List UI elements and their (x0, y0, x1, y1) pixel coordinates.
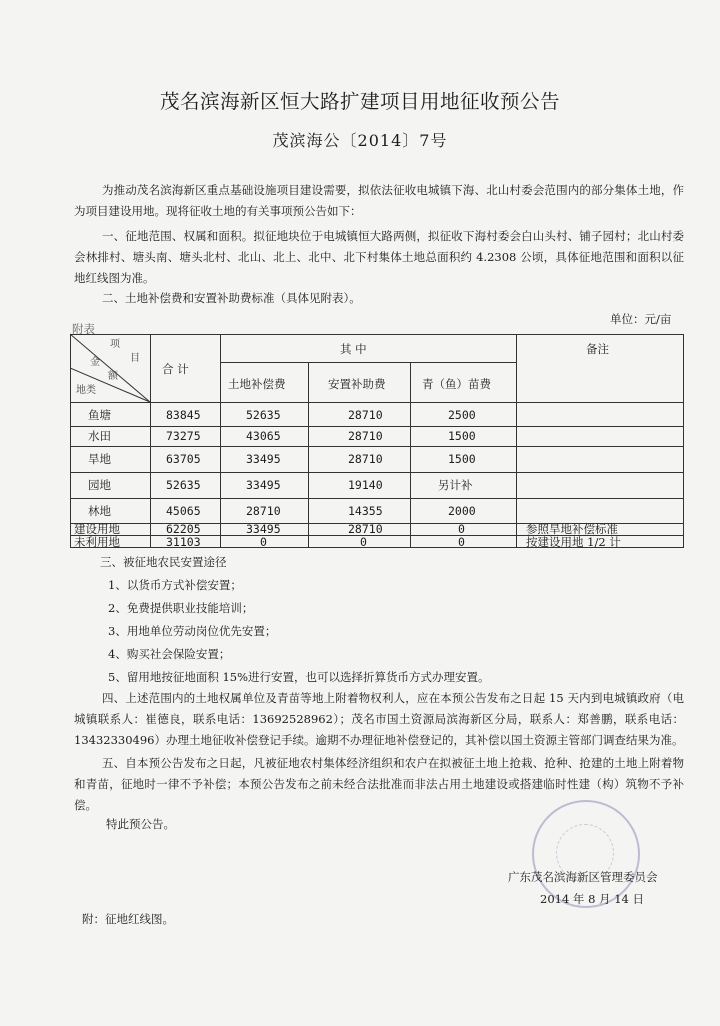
row-crops: 0 (458, 535, 465, 549)
issuer: 广东茂名滨海新区管理委员会 (508, 870, 658, 884)
header-total: 合 计 (162, 362, 189, 376)
header-diag-item: 项 (110, 339, 120, 350)
header-crops: 青（鱼）苗费 (422, 377, 491, 391)
header-diag-amount-2: 额 (108, 371, 118, 382)
row-land-type: 建设用地 (74, 522, 120, 536)
row-land-comp: 43065 (246, 429, 281, 443)
row-crops: 0 (458, 522, 465, 536)
header-resettle: 安置补助费 (328, 377, 386, 391)
row-land-type: 园地 (88, 478, 111, 492)
row-resettle: 19140 (348, 478, 383, 492)
row-total: 31103 (166, 535, 201, 549)
row-total: 62205 (166, 522, 201, 536)
header-diag-amount: 金 (90, 357, 100, 368)
row-total: 73275 (166, 429, 201, 443)
closing-text: 特此预公告。 (106, 817, 175, 831)
row-land-comp: 28710 (246, 504, 281, 518)
row-land-comp: 33495 (246, 522, 281, 536)
header-diag-land: 地类 (76, 385, 96, 396)
row-crops: 另计补 (438, 478, 473, 492)
header-diag-item-2: 目 (130, 353, 140, 364)
row-land-type: 鱼塘 (88, 408, 111, 422)
compensation-table (70, 322, 684, 548)
row-land-comp: 0 (260, 535, 267, 549)
intro-paragraph: 为推动茂名滨海新区重点基础设施项目建设需要，拟依法征收电城镇下海、北山村委会范围内的部分集体土地，作为项目建设用地。现将征收土地的有关事项预公告如下： (74, 183, 684, 218)
row-land-type: 旱地 (88, 452, 111, 466)
resettlement-item: 5、留用地按征地面积 15%进行安置，也可以选择折算货币方式办理安置。 (108, 670, 490, 684)
header-group: 其 中 (340, 342, 367, 356)
row-resettle: 28710 (348, 429, 383, 443)
row-land-comp: 33495 (246, 478, 281, 492)
row-total: 83845 (166, 408, 201, 422)
row-crops: 1500 (448, 429, 476, 443)
attachment-note: 附：征地红线图。 (82, 912, 174, 926)
row-crops: 1500 (448, 452, 476, 466)
resettlement-item: 4、购买社会保险安置； (108, 647, 231, 661)
row-total: 45065 (166, 504, 201, 518)
section-3-heading: 三、被征地农民安置途径 (100, 555, 227, 569)
row-resettle: 28710 (348, 452, 383, 466)
row-total: 63705 (166, 452, 201, 466)
document-title: 茂名滨海新区恒大路扩建项目用地征收预公告 (159, 90, 560, 113)
row-resettle: 28710 (348, 408, 383, 422)
table-caption: 附表 (72, 322, 95, 336)
row-land-type: 林地 (88, 504, 111, 518)
row-resettle: 14355 (348, 504, 383, 518)
header-note: 备注 (586, 342, 609, 356)
row-land-comp: 33495 (246, 452, 281, 466)
section-5-paragraph: 五、自本预公告发布之日起，凡被征地农村集体经济组织和农户在拟被征土地上抢栽、抢种、抢建的土地上附着物和青苗，征地时一律不予补偿；本预公告发布之前未经合法批准而非法占用土地建设或搭建临时性建（构）筑物不予补偿。 (74, 756, 684, 812)
row-resettle: 0 (360, 535, 367, 549)
row-crops: 2500 (448, 408, 476, 422)
resettlement-item: 2、免费提供职业技能培训； (108, 601, 254, 615)
row-note: 参照旱地补偿标准 (526, 522, 618, 536)
issue-date: 2014 年 8 月 14 日 (540, 892, 644, 906)
row-land-type: 未利用地 (74, 535, 120, 549)
row-crops: 2000 (448, 504, 476, 518)
section-1-paragraph: 一、征地范围、权属和面积。拟征地块位于电城镇恒大路两侧，拟征收下海村委会白山头村、铺子园村；北山村委会林排村、塘头南、塘头北村、北山、北上、北中、北下村集体土地总面积约 4.2308 公顷，具体征地范围和面积以征地红线图为准。 (74, 229, 684, 285)
row-land-comp: 52635 (246, 408, 281, 422)
section-2-heading: 二、土地补偿费和安置补助费标准（具体见附表）。 (102, 291, 361, 305)
table-unit: 单位：元/亩 (610, 312, 672, 326)
section-4-paragraph: 四、上述范围内的土地权属单位及青苗等地上附着物权利人，应在本预公告发布之日起 15 天内到电城镇政府（电城镇联系人：崔德良，联系电话：13692528962）；茂名市国土资源局滨海新区分局，联系人：郑善鹏，联系电话：13432330496）办理土地征收补偿登记手续。逾期不办理征地补偿登记的，其补偿以国土资源主管部门调查结果为准。 (74, 691, 684, 747)
document-number: 茂滨海公〔2014〕7号 (272, 131, 448, 150)
row-note: 按建设用地 1/2 计 (526, 535, 621, 549)
header-land-comp: 土地补偿费 (228, 377, 286, 391)
resettlement-item: 1、以货币方式补偿安置； (108, 578, 242, 592)
row-total: 52635 (166, 478, 201, 492)
resettlement-item: 3、用地单位劳动岗位优先安置； (108, 624, 277, 638)
row-land-type: 水田 (88, 429, 111, 443)
row-resettle: 28710 (348, 522, 383, 536)
